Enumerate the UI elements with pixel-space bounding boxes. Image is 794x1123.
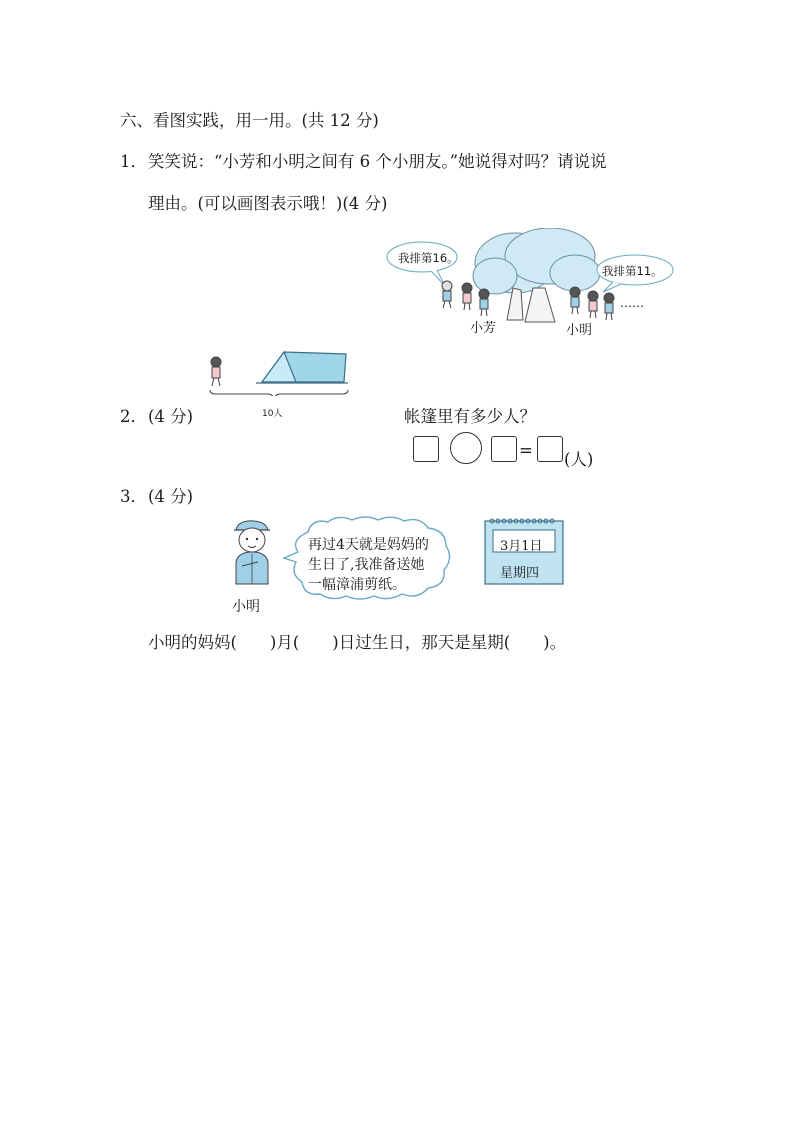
tent-illustration — [196, 346, 356, 396]
q3-number: 3． — [120, 487, 147, 506]
q3-score: (4 分) — [148, 487, 194, 506]
speech-line-1: 再过4天就是妈妈的 — [308, 537, 429, 553]
section-title: 六、看图实践，用一用。(共 12 分) — [120, 111, 379, 130]
q2-question: 帐篷里有多少人？ — [404, 407, 536, 426]
speech-line-2: 生日了,我准备送她 — [308, 557, 425, 573]
bubble-right-text: 我排第11。 — [602, 264, 663, 278]
q1-number: 1． — [120, 152, 147, 171]
answer-box-2[interactable] — [491, 436, 517, 462]
speech-line-3: 一幅漳浦剪纸。 — [308, 577, 406, 593]
q3-answer-line: 小明的妈妈( )月( )日过生日，那天是星期( )。 — [148, 633, 567, 652]
q2-score: (4 分) — [148, 407, 194, 426]
label-xiaoming: 小明 — [566, 323, 593, 338]
equals-sign: = — [519, 441, 533, 460]
answer-box-1[interactable] — [413, 436, 439, 462]
calendar-weekday: 星期四 — [500, 566, 540, 581]
boy-label: 小明 — [232, 599, 260, 615]
brace-label: 10人 — [262, 409, 283, 419]
calendar-date: 3月1日 — [500, 539, 543, 554]
unit-people: (人) — [564, 450, 594, 469]
xiaoming-image — [228, 518, 278, 594]
q1-text-line2: 理由。(可以画图表示哦！)(4 分) — [148, 194, 388, 213]
boy-illustration — [228, 518, 278, 594]
more-children-dots: …… — [620, 296, 644, 310]
queue-illustration — [385, 228, 685, 340]
operator-circle[interactable] — [450, 432, 482, 464]
bubble-left-text: 我排第16。 — [398, 251, 459, 265]
tree-and-children-image — [385, 228, 685, 340]
label-xiaofang: 小芳 — [470, 321, 497, 336]
q2-number: 2． — [120, 407, 147, 426]
q1-text-line1: 笑笑说：“小芳和小明之间有 6 个小朋友。”她说得对吗？请说说 — [148, 152, 607, 171]
speech-text — [308, 535, 429, 595]
girl-and-tent-image — [196, 346, 356, 396]
answer-box-result[interactable] — [537, 436, 563, 462]
